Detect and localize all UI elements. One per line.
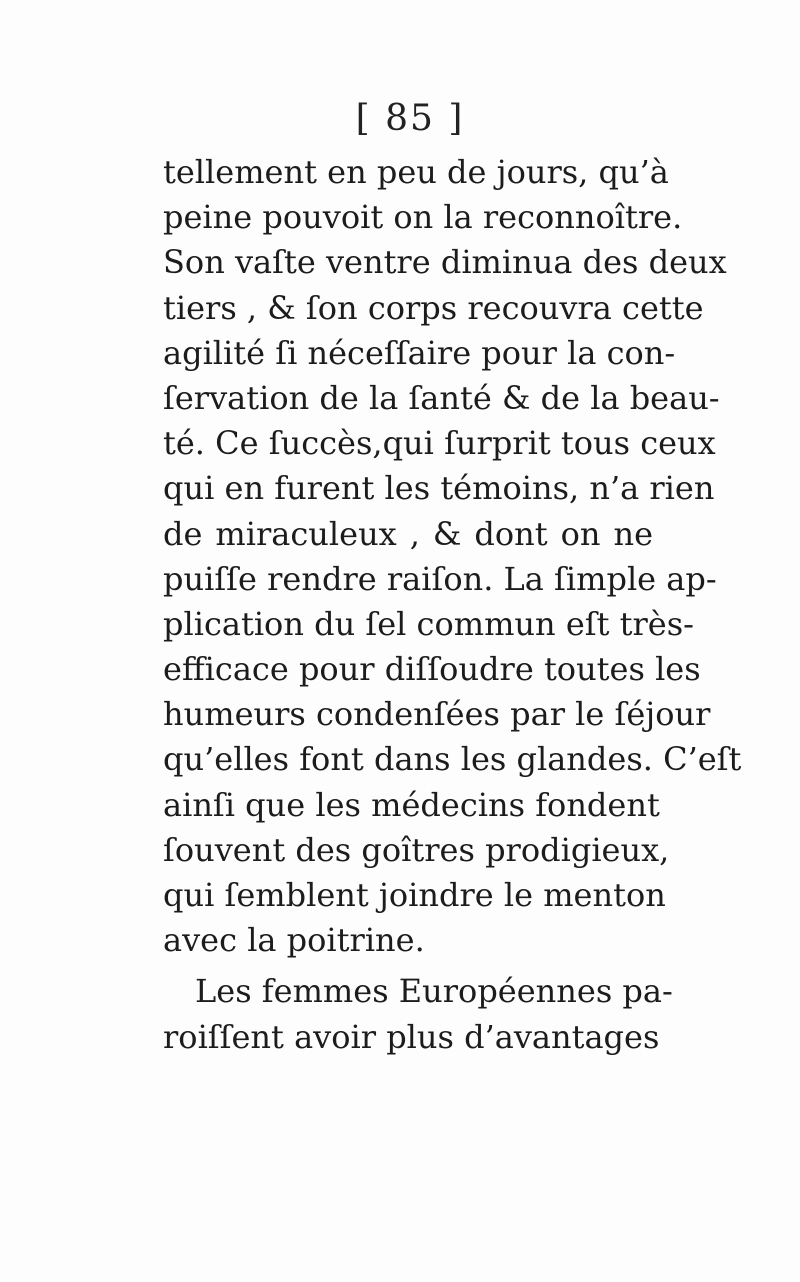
text-line: tiers , & ſon corps recouvra cette — [163, 288, 704, 327]
paragraph — [163, 150, 742, 963]
text-line: de miraculeux , & dont on ne — [163, 514, 653, 553]
text-line: puiſſe rendre raiſon. La ſimple ap- — [163, 559, 717, 598]
text-line: efficace pour diſſoudre toutes les — [163, 650, 701, 689]
paragraph — [163, 969, 673, 1059]
text-line: Les femmes Européennes pa- — [195, 972, 673, 1011]
text-line: plication du ſel commun eſt très- — [163, 604, 694, 643]
text-line: té. Ce ſuccès,qui ſurprit tous ceux — [163, 424, 716, 463]
text-line: agilité ſi néceſſaire pour la con- — [163, 333, 676, 372]
text-line: ſervation de la ſanté & de la beau- — [163, 378, 720, 417]
text-line: ſouvent des goîtres prodigieux, — [163, 830, 670, 869]
body-text — [163, 150, 742, 1060]
text-line: roiſſent avoir plus d’avantages — [163, 1017, 660, 1056]
page-number: [ 85 ] — [355, 98, 465, 139]
text-line: qu’elles font dans les glandes. C’eſt — [163, 740, 742, 779]
text-line: qui en furent les témoins, n’a rien — [163, 469, 715, 508]
text-line: Son vaſte ventre diminua des deux — [163, 243, 727, 282]
text-line: avec la poitrine. — [163, 921, 425, 960]
text-line: tellement en peu de jours, qu’à — [163, 153, 669, 191]
text-line: peine pouvoit on la reconnoître. — [163, 198, 683, 237]
text-line: qui ſemblent joindre le menton — [163, 876, 666, 914]
text-line: humeurs condenſées par le ſéjour — [163, 695, 711, 734]
text-line: ainſi que les médecins fondent — [163, 785, 660, 824]
